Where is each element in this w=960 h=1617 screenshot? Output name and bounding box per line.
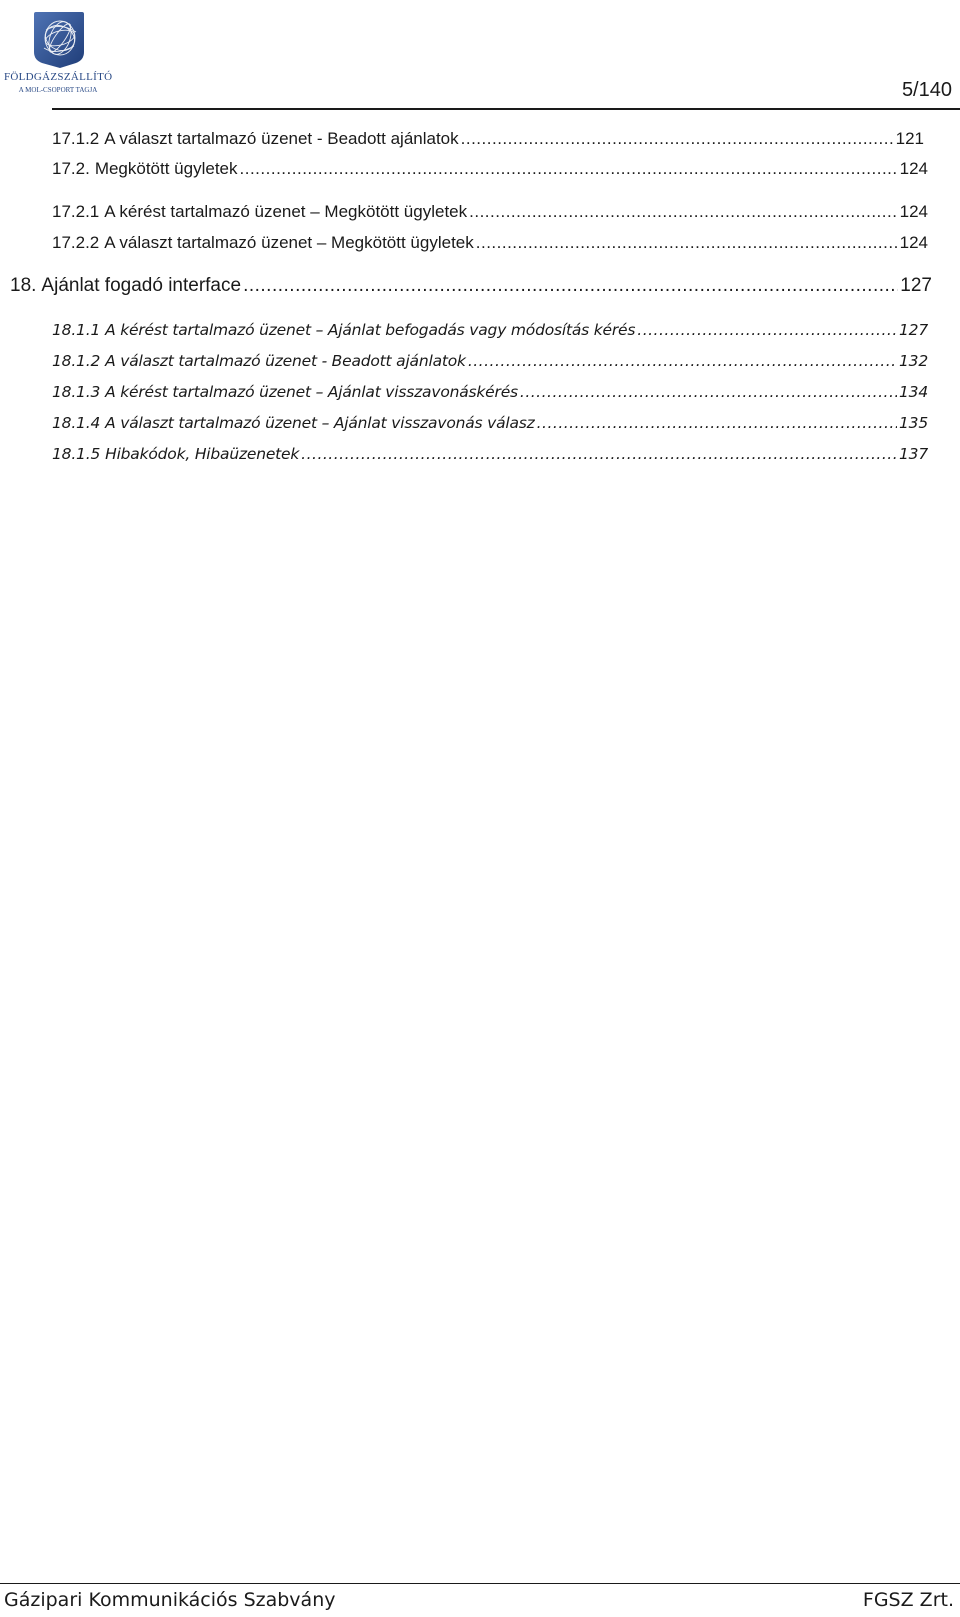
toc-dot-leader [301, 445, 897, 463]
toc-entry-page: 127 [899, 321, 928, 339]
toc-dot-leader [243, 275, 898, 297]
toc-entry-number: 18.1.3 [52, 383, 101, 401]
footer-company: FGSZ Zrt. [862, 1589, 954, 1611]
toc-dot-leader [468, 352, 897, 370]
toc-entry-title: Ajánlat fogadó interface [41, 275, 242, 296]
toc-entry-page: 134 [899, 383, 928, 401]
toc-dot-leader [240, 159, 898, 179]
toc-dot-leader [476, 233, 898, 253]
toc-entry-number: 18.1.4 [52, 414, 101, 432]
toc-dot-leader [537, 414, 897, 432]
toc-entry-title: Hibakódok, Hibaüzenetek [105, 445, 300, 463]
toc-entry-page: 132 [899, 352, 928, 370]
logo-tagline: A MOL-CSOPORT TAGJA [18, 86, 98, 94]
page-header [0, 0, 960, 112]
toc-entry[interactable] [52, 129, 924, 153]
toc-entry-page: 137 [899, 445, 928, 463]
toc-entry-title: A választ tartalmazó üzenet - Beadott ajánlatok [105, 352, 466, 370]
toc-entry-number: 17.2. [52, 159, 90, 178]
toc-entry-number: 18. [10, 275, 37, 296]
footer-document-title: Gázipari Kommunikációs Szabvány [4, 1589, 336, 1611]
company-logo [4, 8, 112, 100]
toc-dot-leader [637, 321, 897, 339]
toc-entry-page: 124 [899, 202, 928, 221]
toc-entry-title: A választ tartalmazó üzenet - Beadott ajánlatok [104, 129, 459, 148]
toc-dot-leader [461, 129, 894, 149]
toc-entry[interactable] [52, 352, 928, 376]
footer-divider [0, 1583, 960, 1584]
toc-entry[interactable] [10, 275, 932, 299]
toc-entry-number: 18.1.1 [52, 321, 101, 339]
toc-dot-leader [469, 202, 897, 222]
toc-entry[interactable] [52, 159, 928, 183]
toc-entry-page: 127 [900, 275, 932, 296]
toc-entry-page: 124 [899, 159, 928, 178]
toc-entry-page: 124 [899, 233, 928, 252]
toc-entry-number: 18.1.5 [52, 445, 101, 463]
toc-entry[interactable] [52, 233, 928, 257]
toc-entry-title: A kérést tartalmazó üzenet – Ajánlat visszavonáskérés [105, 383, 518, 401]
toc-entry[interactable] [52, 445, 928, 469]
toc-entry[interactable] [52, 321, 928, 345]
toc-entry-number: 17.2.1 [52, 202, 100, 221]
toc-entry-page: 135 [899, 414, 928, 432]
toc-entry-number: 18.1.2 [52, 352, 101, 370]
toc-entry-number: 17.2.2 [52, 233, 100, 252]
toc-entry[interactable] [52, 414, 928, 438]
toc-entry-number: 17.1.2 [52, 129, 100, 148]
toc-entry-title: Megkötött ügyletek [94, 159, 238, 178]
toc-dot-leader [520, 383, 897, 401]
header-divider [52, 108, 960, 110]
toc-entry-title: A kérést tartalmazó üzenet – Megkötött ügyletek [104, 202, 468, 221]
toc-entry[interactable] [52, 202, 928, 226]
logo-company-name: FÖLDGÁZSZÁLLÍTÓ [4, 71, 113, 83]
globe-logo-icon [30, 8, 88, 68]
toc-entry-title: A kérést tartalmazó üzenet – Ajánlat befogadás vagy módosítás kérés [105, 321, 636, 339]
toc-entry[interactable] [52, 383, 928, 407]
page-number: 5/140 [901, 79, 952, 101]
toc-entry-title: A választ tartalmazó üzenet – Megkötött ügyletek [104, 233, 474, 252]
toc-entry-page: 121 [895, 129, 924, 148]
toc-entry-title: A választ tartalmazó üzenet – Ajánlat visszavonás válasz [105, 414, 535, 432]
